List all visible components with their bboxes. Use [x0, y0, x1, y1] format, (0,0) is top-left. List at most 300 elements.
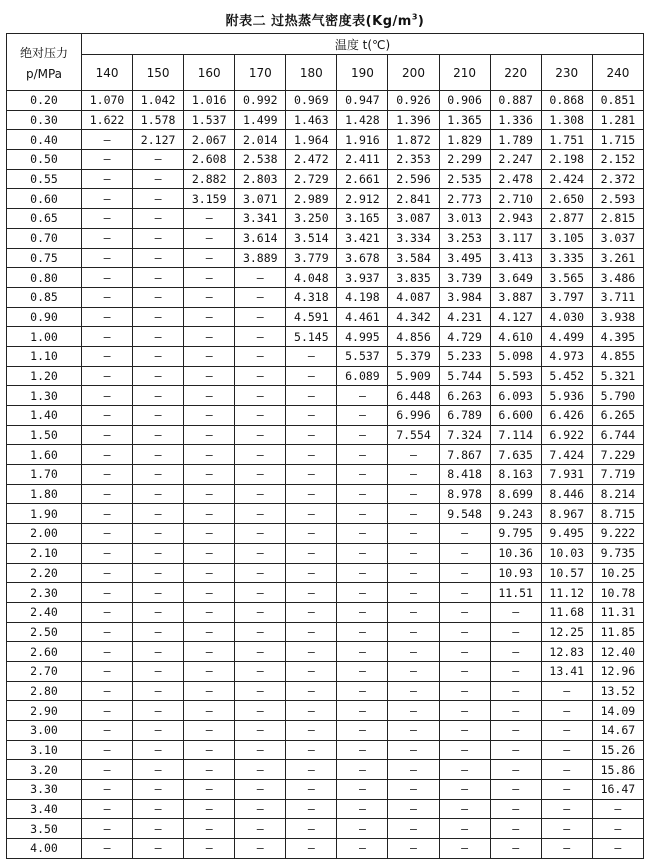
density-cell: —	[184, 681, 235, 701]
density-cell: 12.83	[541, 642, 592, 662]
table-row	[7, 130, 644, 150]
density-cell: —	[133, 524, 184, 544]
density-cell: 3.797	[541, 287, 592, 307]
density-cell: 9.243	[490, 504, 541, 524]
density-cell: —	[133, 209, 184, 229]
pressure-cell: 0.20	[7, 91, 82, 111]
density-cell: 11.68	[541, 602, 592, 622]
density-cell: —	[82, 721, 133, 741]
density-cell: —	[184, 386, 235, 406]
density-cell: —	[388, 661, 439, 681]
table-row	[7, 543, 644, 563]
density-cell: 6.789	[439, 406, 490, 426]
density-cell: —	[133, 386, 184, 406]
density-cell: —	[490, 799, 541, 819]
density-cell: —	[490, 721, 541, 741]
density-cell: —	[490, 760, 541, 780]
density-cell: 2.882	[184, 169, 235, 189]
density-cell: —	[337, 799, 388, 819]
density-cell: 7.229	[592, 445, 643, 465]
table-row	[7, 799, 644, 819]
density-cell: 10.78	[592, 583, 643, 603]
density-cell: —	[82, 839, 133, 859]
density-cell: 3.584	[388, 248, 439, 268]
density-cell: 4.198	[337, 287, 388, 307]
table-row	[7, 504, 644, 524]
density-cell: —	[592, 839, 643, 859]
density-cell: —	[388, 819, 439, 839]
density-cell: 0.947	[337, 91, 388, 111]
density-cell: —	[133, 543, 184, 563]
density-cell: —	[388, 681, 439, 701]
density-cell: —	[235, 425, 286, 445]
temperature-column-header: 240	[592, 55, 643, 91]
density-cell: 3.165	[337, 209, 388, 229]
density-cell: —	[133, 799, 184, 819]
density-cell: 3.739	[439, 268, 490, 288]
density-cell: —	[286, 839, 337, 859]
table-row	[7, 366, 644, 386]
pressure-cell: 2.70	[7, 661, 82, 681]
density-cell: 2.247	[490, 150, 541, 170]
density-cell: 1.622	[82, 110, 133, 130]
density-cell: —	[337, 780, 388, 800]
density-cell: —	[82, 425, 133, 445]
density-cell: —	[82, 602, 133, 622]
density-cell: 11.12	[541, 583, 592, 603]
density-cell: 7.554	[388, 425, 439, 445]
density-cell: 10.25	[592, 563, 643, 583]
density-cell: 8.446	[541, 484, 592, 504]
pressure-cell: 2.00	[7, 524, 82, 544]
density-cell: 3.341	[235, 209, 286, 229]
density-cell: —	[184, 543, 235, 563]
density-cell: —	[439, 543, 490, 563]
density-cell: —	[184, 248, 235, 268]
density-cell: —	[439, 780, 490, 800]
density-cell: 1.281	[592, 110, 643, 130]
density-cell: —	[286, 465, 337, 485]
density-cell: —	[133, 760, 184, 780]
density-cell: 7.719	[592, 465, 643, 485]
density-cell: —	[235, 406, 286, 426]
density-cell: 3.779	[286, 248, 337, 268]
density-cell: 2.478	[490, 169, 541, 189]
density-cell: —	[439, 740, 490, 760]
page-title	[0, 10, 650, 29]
density-cell: 13.52	[592, 681, 643, 701]
density-cell: 2.661	[337, 169, 388, 189]
table-row	[7, 386, 644, 406]
density-cell: —	[235, 307, 286, 327]
density-cell: —	[82, 189, 133, 209]
density-cell: —	[82, 150, 133, 170]
density-cell: —	[592, 819, 643, 839]
density-cell: —	[541, 701, 592, 721]
density-cell: —	[286, 661, 337, 681]
density-cell: 7.324	[439, 425, 490, 445]
table-row	[7, 327, 644, 347]
density-cell: 1.829	[439, 130, 490, 150]
density-cell: —	[439, 799, 490, 819]
density-cell: 5.098	[490, 346, 541, 366]
density-cell: —	[388, 780, 439, 800]
pressure-cell: 0.60	[7, 189, 82, 209]
density-cell: —	[82, 169, 133, 189]
density-cell: —	[490, 661, 541, 681]
density-cell: —	[235, 346, 286, 366]
density-cell: —	[286, 543, 337, 563]
density-cell: 2.989	[286, 189, 337, 209]
density-cell: 10.36	[490, 543, 541, 563]
density-cell: 1.964	[286, 130, 337, 150]
density-cell: 1.070	[82, 91, 133, 111]
density-cell: —	[184, 642, 235, 662]
density-cell: —	[337, 661, 388, 681]
density-cell: —	[235, 327, 286, 347]
density-cell: —	[490, 622, 541, 642]
density-cell: —	[82, 642, 133, 662]
pressure-cell: 2.60	[7, 642, 82, 662]
density-cell: —	[490, 740, 541, 760]
density-cell: 6.922	[541, 425, 592, 445]
density-cell: —	[439, 524, 490, 544]
density-cell: —	[82, 228, 133, 248]
density-cell: 2.877	[541, 209, 592, 229]
table-body	[7, 91, 644, 859]
density-cell: —	[388, 701, 439, 721]
density-cell: —	[82, 740, 133, 760]
density-cell: 2.815	[592, 209, 643, 229]
table-row	[7, 780, 644, 800]
density-cell: 1.872	[388, 130, 439, 150]
density-cell: —	[184, 425, 235, 445]
density-cell: —	[184, 268, 235, 288]
density-cell: —	[286, 583, 337, 603]
density-cell: —	[133, 287, 184, 307]
pressure-cell: 0.80	[7, 268, 82, 288]
density-cell: —	[82, 445, 133, 465]
density-cell: —	[184, 366, 235, 386]
density-cell: 2.841	[388, 189, 439, 209]
density-cell: 0.926	[388, 91, 439, 111]
density-cell: —	[82, 287, 133, 307]
density-cell: —	[184, 780, 235, 800]
density-cell: —	[184, 563, 235, 583]
density-cell: —	[133, 602, 184, 622]
density-cell: 1.578	[133, 110, 184, 130]
density-cell: —	[235, 543, 286, 563]
pressure-cell: 0.90	[7, 307, 82, 327]
density-cell: —	[337, 721, 388, 741]
density-cell: 1.428	[337, 110, 388, 130]
density-cell: 3.421	[337, 228, 388, 248]
density-cell: 3.887	[490, 287, 541, 307]
density-cell: 8.418	[439, 465, 490, 485]
density-cell: 0.969	[286, 91, 337, 111]
density-cell: —	[337, 760, 388, 780]
density-cell: —	[133, 406, 184, 426]
density-cell: —	[133, 268, 184, 288]
pressure-cell: 0.50	[7, 150, 82, 170]
table-row	[7, 465, 644, 485]
pressure-cell: 2.90	[7, 701, 82, 721]
density-cell: —	[286, 504, 337, 524]
density-cell: —	[235, 661, 286, 681]
density-cell: 1.016	[184, 91, 235, 111]
table-row	[7, 563, 644, 583]
title-close: )	[417, 14, 425, 29]
density-cell: —	[133, 346, 184, 366]
temperature-column-header: 230	[541, 55, 592, 91]
density-cell: —	[337, 504, 388, 524]
density-cell: 6.448	[388, 386, 439, 406]
density-cell: —	[439, 839, 490, 859]
density-cell: 2.353	[388, 150, 439, 170]
density-cell: 3.565	[541, 268, 592, 288]
pressure-cell: 2.20	[7, 563, 82, 583]
density-cell: —	[439, 661, 490, 681]
density-cell: —	[82, 386, 133, 406]
density-cell: —	[388, 799, 439, 819]
density-cell: 2.152	[592, 150, 643, 170]
density-cell: —	[439, 563, 490, 583]
density-cell: —	[82, 504, 133, 524]
density-cell: —	[337, 484, 388, 504]
pressure-cell: 2.80	[7, 681, 82, 701]
density-cell: 6.426	[541, 406, 592, 426]
density-cell: —	[337, 839, 388, 859]
density-cell: —	[541, 839, 592, 859]
density-cell: —	[388, 465, 439, 485]
pressure-label: 绝对压力	[19, 45, 68, 60]
pressure-cell: 1.00	[7, 327, 82, 347]
density-cell: —	[235, 524, 286, 544]
temperature-header: 温度 t(℃)	[82, 34, 644, 55]
density-cell: —	[439, 701, 490, 721]
density-cell: 0.851	[592, 91, 643, 111]
density-cell: 14.09	[592, 701, 643, 721]
density-cell: —	[133, 839, 184, 859]
density-cell: 4.127	[490, 307, 541, 327]
density-cell: 9.495	[541, 524, 592, 544]
density-cell: —	[235, 721, 286, 741]
density-cell: —	[286, 799, 337, 819]
density-cell: —	[490, 839, 541, 859]
density-cell: 3.495	[439, 248, 490, 268]
density-cell: 6.996	[388, 406, 439, 426]
density-cell: —	[184, 839, 235, 859]
density-cell: —	[337, 406, 388, 426]
density-cell: —	[133, 583, 184, 603]
density-cell: —	[286, 760, 337, 780]
pressure-cell: 3.00	[7, 721, 82, 741]
density-cell: —	[235, 583, 286, 603]
density-cell: —	[235, 799, 286, 819]
density-cell: —	[286, 406, 337, 426]
density-cell: 9.548	[439, 504, 490, 524]
pressure-cell: 0.40	[7, 130, 82, 150]
title-text: 附表二 过热蒸气密度表(Kg/m	[225, 14, 412, 29]
density-cell: —	[82, 681, 133, 701]
density-cell: —	[388, 563, 439, 583]
density-cell: 7.931	[541, 465, 592, 485]
density-cell: —	[184, 799, 235, 819]
density-cell: —	[439, 642, 490, 662]
density-cell: —	[388, 740, 439, 760]
density-cell: 3.250	[286, 209, 337, 229]
pressure-cell: 0.55	[7, 169, 82, 189]
density-cell: 13.41	[541, 661, 592, 681]
density-cell: —	[184, 287, 235, 307]
density-cell: 3.649	[490, 268, 541, 288]
density-cell: 2.535	[439, 169, 490, 189]
density-cell: 2.538	[235, 150, 286, 170]
density-cell: —	[388, 721, 439, 741]
density-cell: —	[133, 504, 184, 524]
density-cell: —	[133, 721, 184, 741]
density-cell: —	[541, 681, 592, 701]
density-cell: 2.299	[439, 150, 490, 170]
density-cell: 12.96	[592, 661, 643, 681]
density-cell: 4.318	[286, 287, 337, 307]
density-cell: —	[82, 209, 133, 229]
table-row	[7, 110, 644, 130]
density-cell: 2.472	[286, 150, 337, 170]
density-cell: —	[235, 642, 286, 662]
pressure-cell: 1.60	[7, 445, 82, 465]
density-cell: —	[235, 287, 286, 307]
density-cell: 10.93	[490, 563, 541, 583]
density-cell: —	[235, 465, 286, 485]
pressure-cell: 0.75	[7, 248, 82, 268]
density-cell: —	[184, 602, 235, 622]
density-cell: 3.253	[439, 228, 490, 248]
density-cell: 9.735	[592, 543, 643, 563]
pressure-cell: 2.10	[7, 543, 82, 563]
density-cell: —	[286, 425, 337, 445]
density-cell: —	[82, 248, 133, 268]
density-cell: —	[235, 445, 286, 465]
pressure-cell: 0.70	[7, 228, 82, 248]
density-cell: —	[388, 445, 439, 465]
density-cell: 1.916	[337, 130, 388, 150]
density-cell: —	[337, 681, 388, 701]
table-row	[7, 839, 644, 859]
density-cell: —	[235, 484, 286, 504]
density-cell: —	[388, 622, 439, 642]
density-cell: —	[82, 583, 133, 603]
density-cell: —	[235, 760, 286, 780]
density-cell: —	[235, 563, 286, 583]
table-row	[7, 721, 644, 741]
density-cell: —	[235, 819, 286, 839]
density-cell: 4.342	[388, 307, 439, 327]
density-cell: —	[184, 327, 235, 347]
density-cell: —	[286, 524, 337, 544]
density-cell: 4.461	[337, 307, 388, 327]
density-cell: 2.803	[235, 169, 286, 189]
density-cell: 2.773	[439, 189, 490, 209]
density-cell: —	[133, 465, 184, 485]
density-cell: 16.47	[592, 780, 643, 800]
density-cell: —	[541, 819, 592, 839]
density-cell: —	[541, 799, 592, 819]
density-cell: 3.087	[388, 209, 439, 229]
density-cell: 1.751	[541, 130, 592, 150]
table-row	[7, 406, 644, 426]
temperature-column-header: 150	[133, 55, 184, 91]
density-cell: —	[82, 346, 133, 366]
density-cell: —	[184, 583, 235, 603]
density-cell: —	[388, 524, 439, 544]
density-cell: 2.127	[133, 130, 184, 150]
density-cell: —	[184, 760, 235, 780]
table-row	[7, 583, 644, 603]
pressure-cell: 1.40	[7, 406, 82, 426]
density-cell: —	[541, 780, 592, 800]
density-cell: 1.789	[490, 130, 541, 150]
density-cell: 3.071	[235, 189, 286, 209]
density-cell: 5.321	[592, 366, 643, 386]
density-cell: 2.943	[490, 209, 541, 229]
density-cell: 2.372	[592, 169, 643, 189]
density-cell: —	[184, 484, 235, 504]
density-cell: 2.912	[337, 189, 388, 209]
density-cell: —	[133, 189, 184, 209]
density-cell: 2.710	[490, 189, 541, 209]
density-cell: 4.973	[541, 346, 592, 366]
density-cell: —	[439, 622, 490, 642]
density-cell: —	[133, 701, 184, 721]
table-header	[7, 34, 644, 91]
table-row	[7, 602, 644, 622]
density-cell: 1.715	[592, 130, 643, 150]
density-cell: 11.85	[592, 622, 643, 642]
density-cell: —	[337, 701, 388, 721]
table-row	[7, 150, 644, 170]
density-cell: —	[235, 504, 286, 524]
density-cell: 2.650	[541, 189, 592, 209]
table-row	[7, 681, 644, 701]
table-row	[7, 346, 644, 366]
density-cell: 15.26	[592, 740, 643, 760]
density-cell: —	[133, 150, 184, 170]
density-cell: —	[337, 425, 388, 445]
density-cell: —	[337, 465, 388, 485]
pressure-cell: 3.30	[7, 780, 82, 800]
density-cell: —	[439, 602, 490, 622]
table-row	[7, 169, 644, 189]
temperature-column-header: 180	[286, 55, 337, 91]
table-row	[7, 307, 644, 327]
density-cell: —	[286, 622, 337, 642]
density-cell: 3.335	[541, 248, 592, 268]
density-cell: —	[490, 681, 541, 701]
pressure-unit: p/MPa	[25, 66, 63, 81]
pressure-cell: 3.10	[7, 740, 82, 760]
density-cell: 12.40	[592, 642, 643, 662]
density-cell: —	[82, 307, 133, 327]
table-row	[7, 248, 644, 268]
density-cell: 6.600	[490, 406, 541, 426]
density-cell: —	[82, 563, 133, 583]
density-cell: —	[133, 248, 184, 268]
density-cell: 6.744	[592, 425, 643, 445]
density-cell: 11.51	[490, 583, 541, 603]
density-cell: —	[82, 622, 133, 642]
density-cell: —	[235, 681, 286, 701]
